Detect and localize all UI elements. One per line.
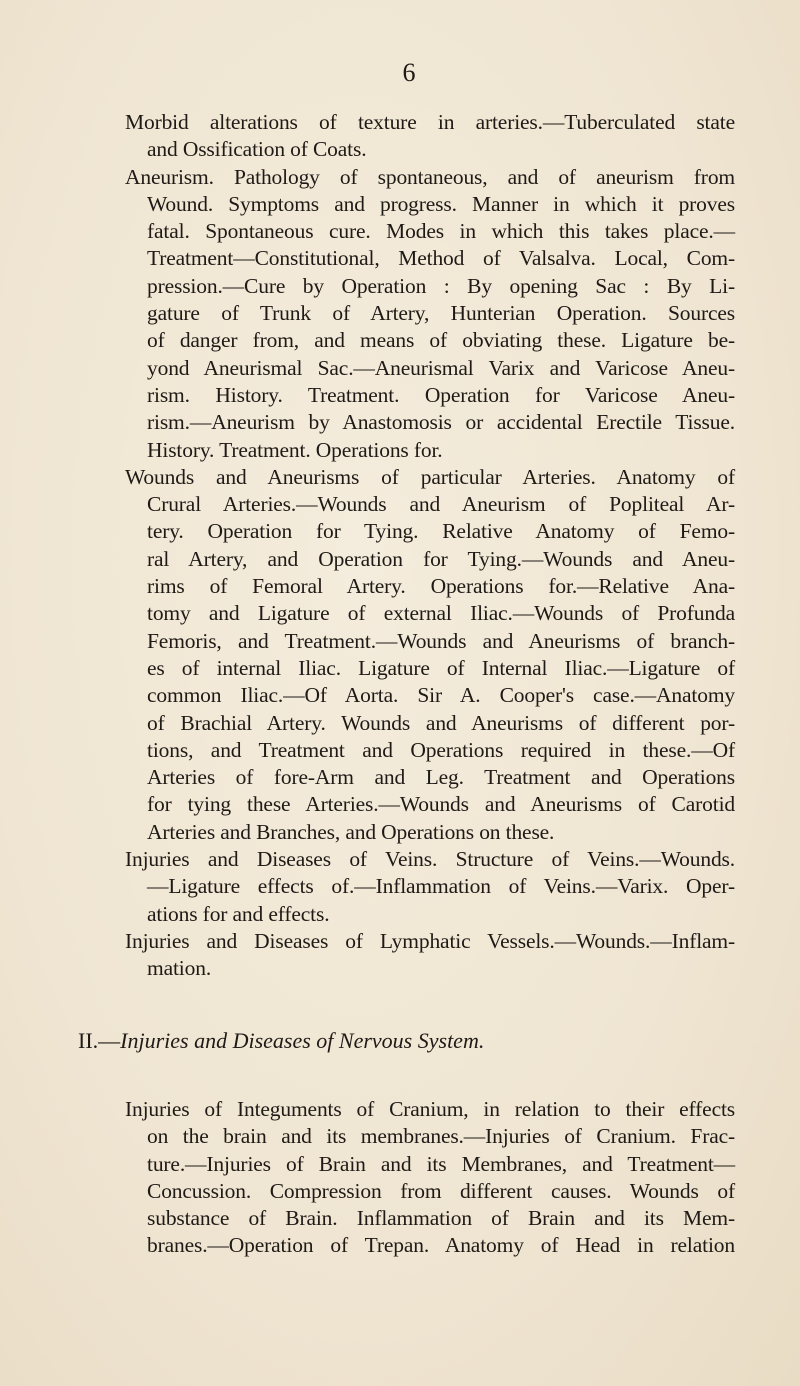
text-line: common Iliac.—Of Aorta. Sir A. Cooper's case.—Anatomy	[147, 683, 735, 708]
page-number: 6	[402, 58, 416, 87]
section-arteries-veins	[125, 109, 735, 983]
text-line: yond Aneurismal Sac.—Aneurismal Varix and Varicose Aneu-	[147, 355, 735, 380]
text-line: for tying these Arteries.—Wounds and Aneurisms of Carotid	[147, 792, 735, 817]
text-line: tomy and Ligature of external Iliac.—Wounds of Profunda	[147, 601, 735, 626]
text-line: on the brain and its membranes.—Injuries of Cranium. Frac-	[147, 1124, 735, 1149]
text-line: Treatment—Constitutional, Method of Valsalva. Local, Com-	[147, 246, 735, 271]
paragraph	[125, 928, 735, 983]
text-line: substance of Brain. Inflammation of Brain and its Mem-	[147, 1206, 735, 1231]
text-line: Arteries and Branches, and Operations on these.	[147, 819, 555, 844]
paragraph	[125, 464, 735, 846]
text-line: gature of Trunk of Artery, Hunterian Operation. Sources	[147, 301, 735, 326]
text-line: ral Artery, and Operation for Tying.—Wounds and Aneu-	[147, 546, 735, 571]
text-line: rism.—Aneurism by Anastomosis or accidental Erectile Tissue.	[147, 410, 735, 435]
text-line: History. Treatment. Operations for.	[147, 437, 443, 462]
text-line: pression.—Cure by Operation : By opening Sac : By Li-	[147, 273, 735, 298]
text-line: ations for and effects.	[147, 901, 330, 926]
text-line: Wound. Symptoms and progress. Manner in which it proves	[147, 191, 735, 216]
section-numeral: II.—	[78, 1028, 121, 1053]
section-title: Injuries and Diseases of Nervous System.	[120, 1028, 485, 1053]
text-line: Injuries and Diseases of Veins. Structure of Veins.—Wounds.	[125, 847, 735, 872]
section-heading-nervous-system	[78, 1028, 484, 1054]
text-line: tery. Operation for Tying. Relative Anatomy of Femo-	[147, 519, 735, 544]
text-line: —Ligature effects of.—Inflammation of Veins.—Varix. Oper-	[147, 874, 735, 899]
text-line: of danger from, and means of obviating these. Ligature be-	[147, 328, 735, 353]
text-line: Concussion. Compression from different causes. Wounds of	[147, 1178, 735, 1203]
section-nervous-system	[125, 1096, 735, 1260]
text-line: Crural Arteries.—Wounds and Aneurism of Popliteal Ar-	[147, 492, 735, 517]
text-line: es of internal Iliac. Ligature of Internal Iliac.—Ligature of	[147, 655, 735, 680]
text-line: branes.—Operation of Trepan. Anatomy of Head in relation	[147, 1233, 735, 1258]
paragraph	[125, 846, 735, 928]
text-line: Arteries of fore-Arm and Leg. Treatment and Operations	[147, 765, 735, 790]
text-line: Morbid alterations of texture in arteries.—Tuberculated state	[125, 110, 735, 134]
text-line: Aneurism. Pathology of spontaneous, and of aneurism from	[125, 164, 735, 189]
paragraph	[125, 164, 735, 464]
paragraph	[125, 109, 735, 164]
text-line: rims of Femoral Artery. Operations for.—Relative Ana-	[147, 574, 735, 599]
text-line: ture.—Injuries of Brain and its Membranes, and Treatment—	[147, 1151, 735, 1176]
text-line: and Ossification of Coats.	[147, 137, 367, 162]
text-line: Injuries and Diseases of Lymphatic Vessels.—Wounds.—Inflam-	[125, 928, 735, 953]
text-line: fatal. Spontaneous cure. Modes in which this takes place.—	[147, 219, 735, 244]
text-line: Femoris, and Treatment.—Wounds and Aneurisms of branch-	[147, 628, 735, 653]
text-line: tions, and Treatment and Operations required in these.—Of	[147, 737, 735, 762]
text-line: rism. History. Treatment. Operation for Varicose Aneu-	[147, 382, 735, 407]
paragraph	[125, 1096, 735, 1260]
text-line: Injuries of Integuments of Cranium, in relation to their effects	[125, 1097, 735, 1121]
text-line: mation.	[147, 956, 212, 981]
text-line: Wounds and Aneurisms of particular Arteries. Anatomy of	[125, 464, 735, 489]
text-line: of Brachial Artery. Wounds and Aneurisms of different por-	[147, 710, 735, 735]
